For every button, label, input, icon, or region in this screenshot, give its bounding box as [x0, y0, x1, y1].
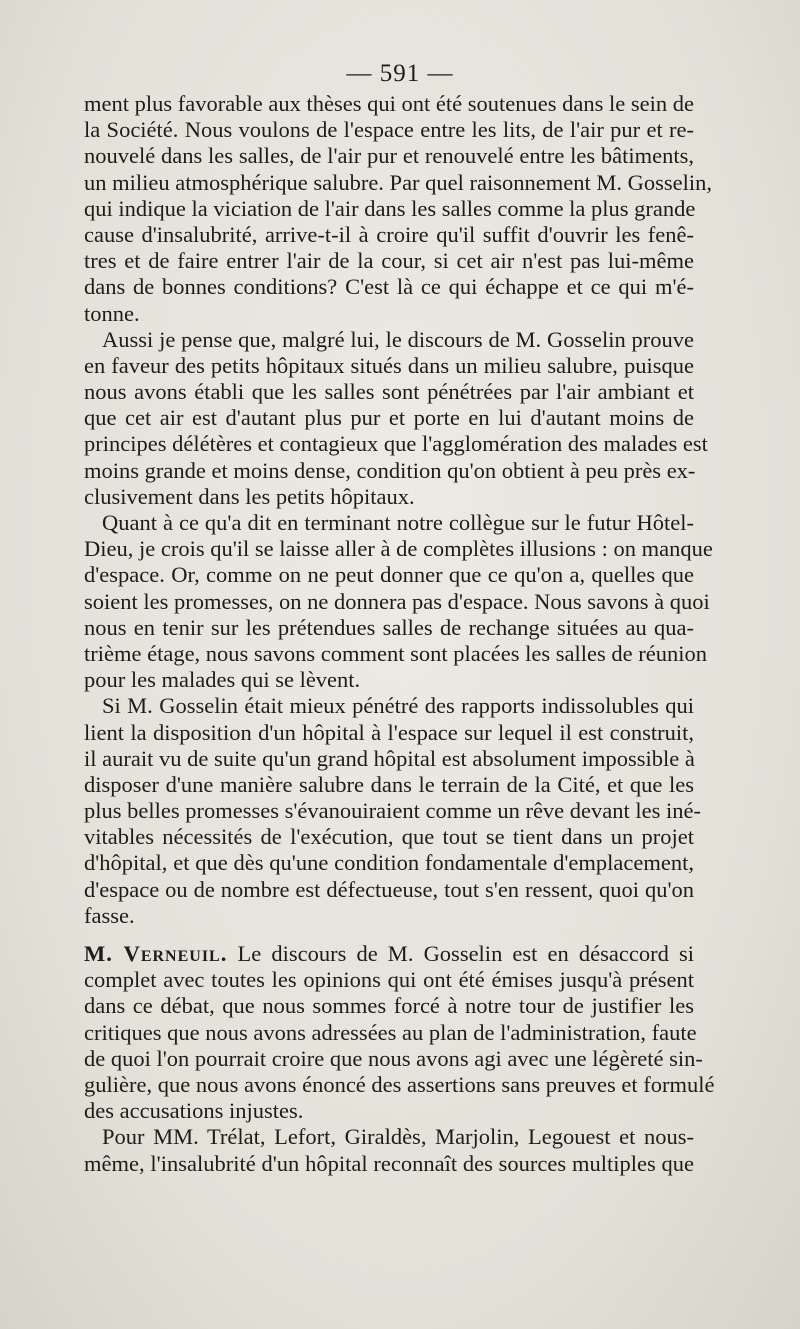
text-line: plus belles promesses s'évanouiraient comme un rêve devant les iné-	[84, 798, 701, 824]
text-line: Quant à ce qu'a dit en terminant notre collègue sur le futur Hôtel-	[102, 510, 694, 535]
text-block	[84, 91, 715, 1177]
text-line: dans de bonnes conditions? C'est là ce qui échappe et ce qui m'é-	[84, 274, 694, 300]
text-line: disposer d'une manière salubre dans le terrain de la Cité, et que les	[84, 771, 694, 797]
text-line: vitables nécessités de l'exécution, que tout se tient dans un projet	[84, 824, 694, 850]
text-line: soient les promesses, on ne donnera pas d'espace. Nous savons à quoi	[84, 588, 710, 614]
text-line: ment plus favorable aux thèses qui ont été soutenues dans le sein de	[84, 91, 694, 116]
text-line: critiques que nous avons adressées au plan de l'administration, faute	[84, 1019, 697, 1045]
text-line: même, l'insalubrité d'un hôpital reconnaît des sources multiples que	[84, 1150, 694, 1176]
paragraph-5	[84, 941, 715, 1124]
text-line: pour les malades qui se lèvent.	[84, 667, 361, 693]
text-line: Aussi je pense que, malgré lui, le discours de M. Gosselin prouve	[102, 326, 694, 352]
text-line: lient la disposition d'un hôpital à l'espace sur lequel il est construit,	[84, 719, 694, 745]
speaker-text: Le discours de M. Gosselin est en désaccord si	[237, 941, 694, 966]
text-line: gulière, que nous avons énoncé des assertions sans preuves et formulé	[84, 1071, 715, 1097]
text-line: la Société. Nous voulons de l'espace entre les lits, de l'air pur et re-	[84, 117, 694, 143]
text-line: d'espace ou de nombre est défectueuse, tout s'en ressent, quoi qu'on	[84, 876, 694, 902]
paragraph-6	[84, 1124, 694, 1176]
text-line: nouvelé dans les salles, de l'air pur et renouvelé entre les bâtiments,	[84, 143, 694, 169]
text-line: Dieu, je crois qu'il se laisse aller à de complètes illusions : on manque	[84, 536, 713, 562]
text-line: tres et de faire entrer l'air de la cour, si cet air n'est pas lui-même	[84, 248, 694, 274]
text-line: il aurait vu de suite qu'un grand hôpital est absolument impossible à	[84, 745, 695, 771]
text-line: cause d'insalubrité, arrive-t-il à croire qu'il suffit d'ouvrir les fenê-	[84, 221, 694, 247]
text-line: Si M. Gosselin était mieux pénétré des rapports indissolubles qui	[102, 693, 694, 719]
text-line: que cet air est d'autant plus pur et porte en lui d'autant moins de	[84, 405, 694, 431]
text-line: des accusations injustes.	[84, 1098, 304, 1124]
paragraph-4	[84, 693, 701, 929]
page-number: — 591 —	[346, 60, 454, 87]
text-line: d'hôpital, et que dès qu'une condition fondamentale d'emplacement,	[84, 850, 694, 876]
text-line: principes délétères et contagieux que l'agglomération des malades est	[84, 431, 708, 457]
text-line: nous avons établi que les salles sont pénétrées par l'air ambiant et	[84, 379, 694, 405]
paragraph-1	[84, 91, 713, 327]
text-line: un milieu atmosphérique salubre. Par quel raisonnement M. Gosselin,	[84, 169, 713, 195]
text-line: qui indique la viciation de l'air dans les salles comme la plus grande	[84, 195, 696, 221]
text-line: clusivement dans les petits hôpitaux.	[84, 483, 415, 509]
paragraph-3	[84, 510, 713, 693]
text-line: trième étage, nous savons comment sont placées les salles de réunion	[84, 640, 707, 666]
text-line: de quoi l'on pourrait croire que nous avons agi avec une légèreté sin-	[84, 1045, 703, 1071]
text-line: fasse.	[84, 902, 135, 928]
paragraph-2	[84, 326, 708, 510]
text-line: Pour MM. Trélat, Lefort, Giraldès, Marjolin, Legouest et nous-	[102, 1124, 694, 1150]
text-line: tonne.	[84, 300, 140, 326]
text-line	[84, 941, 694, 967]
text-line: d'espace. Or, comme on ne peut donner que ce qu'on a, quelles que	[84, 562, 694, 588]
paragraph-gap	[84, 929, 694, 941]
speaker-name: M. Verneuil.	[84, 941, 228, 966]
text-line: nous en tenir sur les prétendues salles de rechange situées au qua-	[84, 614, 694, 640]
text-line: en faveur des petits hôpitaux situés dans un milieu salubre, puisque	[84, 352, 694, 378]
text-line: dans ce débat, que nous sommes forcé à notre tour de justifier les	[84, 993, 694, 1019]
text-line: moins grande et moins dense, condition qu'on obtient à peu près ex-	[84, 457, 696, 483]
text-line: complet avec toutes les opinions qui ont été émises jusqu'à présent	[84, 967, 694, 993]
